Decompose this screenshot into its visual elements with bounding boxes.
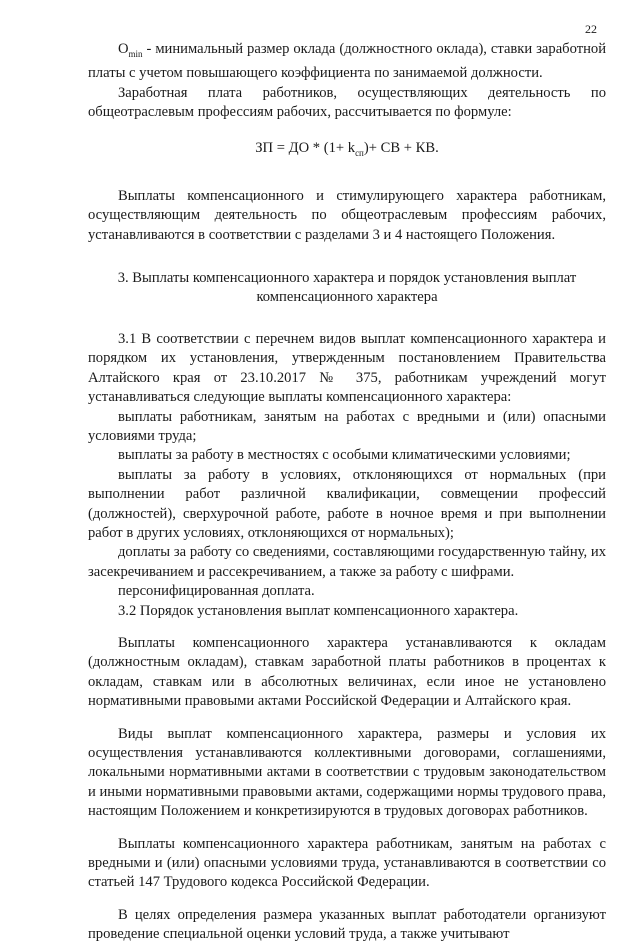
paragraph (88, 582, 606, 601)
paragraph (88, 602, 606, 621)
paragraph (88, 725, 606, 822)
text-run: - минимальный размер оклада (должностного оклада), ставки заработной платы с учетом повышающего коэффициента по занимаемой должности. (88, 41, 606, 82)
text-run: ЗП = ДО * (1+ k (255, 139, 356, 156)
page-number: 22 (585, 22, 597, 36)
document-body (88, 40, 606, 945)
paragraph (88, 408, 606, 447)
text-run: 3. Выплаты компенсационного характера и порядок установления выплат компенсационного характера (117, 270, 577, 306)
paragraph (88, 543, 606, 582)
paragraph (88, 906, 606, 945)
text-run: 3.1 В соответствии с перечнем видов выплат компенсационного характера и порядком их установления, утвержденным постановлением Правительства Алтайского края от 23.10.2017 № 375, работникам учреждений могут устанавливаться следующие выплаты компенсационного характера: (88, 330, 606, 406)
paragraph (88, 835, 606, 893)
paragraph (88, 446, 606, 465)
text-run: Виды выплат компенсационного характера, размеры и условия их осуществления устанавливаются коллективными договорами, соглашениями, локальными нормативными актами в соответствии с трудовым законодательством и иными нормативными правовыми актами, содержащими нормы трудового права, настоящим Положением и конкретизируются в трудовых договорах работников. (88, 725, 606, 820)
subscript: min (128, 48, 143, 59)
text-run: Выплаты компенсационного и стимулирующего характера работникам, осуществляющим деятельность по общеотраслевым профессиям рабочих, устанавливаются в соответствии с разделами 3 и 4 настоящего Положения. (88, 187, 606, 243)
paragraph (88, 84, 606, 123)
text-run: доплаты за работу со сведениями, составляющими государственную тайну, их засекречиванием и рассекречиванием, а также за работу с шифрами. (88, 544, 606, 580)
text-run: )+ СВ + КВ. (363, 139, 439, 156)
text-run: O (118, 41, 129, 57)
section-heading (88, 269, 606, 308)
paragraph (88, 634, 606, 712)
paragraph (88, 187, 606, 245)
paragraph (88, 40, 606, 84)
formula (88, 139, 606, 163)
text-run: Выплаты компенсационного характера работникам, занятым на работах с вредными и (или) опасными условиями труда, устанавливаются в соответствии со статьей 147 Трудового кодекса Российской Федерации. (88, 835, 606, 891)
subscript: сп (355, 147, 364, 158)
text-run: выплаты за работу в местностях с особыми климатическими условиями; (118, 447, 571, 464)
text-run: 3.2 Порядок установления выплат компенсационного характера. (118, 602, 519, 619)
text-run: В целях определения размера указанных выплат работодатели организуют проведение специальной оценки условий труда, а также учитывают (88, 906, 606, 943)
text-run: выплаты за работу в условиях, отклоняющихся от нормальных (при выполнении работ различной квалификации, совмещении профессий (должностей), сверхурочной работе, работе в ночное время и при выполнении работ в других условиях, отклоняющихся от нормальных); (88, 466, 606, 541)
paragraph (88, 330, 606, 408)
paragraph (88, 466, 606, 544)
text-run: выплаты работникам, занятым на работах с вредными и (или) опасными условиями труда; (88, 408, 606, 444)
text-run: Выплаты компенсационного характера устанавливаются к окладам (должностным окладам), ставкам заработной платы работников в процентах к окладам, ставкам или в абсолютных величинах, если иное не установлено нормативными правовыми актами Российской Федерации и Алтайского края. (88, 634, 606, 710)
text-run: персонифицированная доплата. (118, 583, 315, 600)
text-run: Заработная плата работников, осуществляющих деятельность по общеотраслевым профессиям рабочих, рассчитывается по формуле: (88, 84, 606, 121)
